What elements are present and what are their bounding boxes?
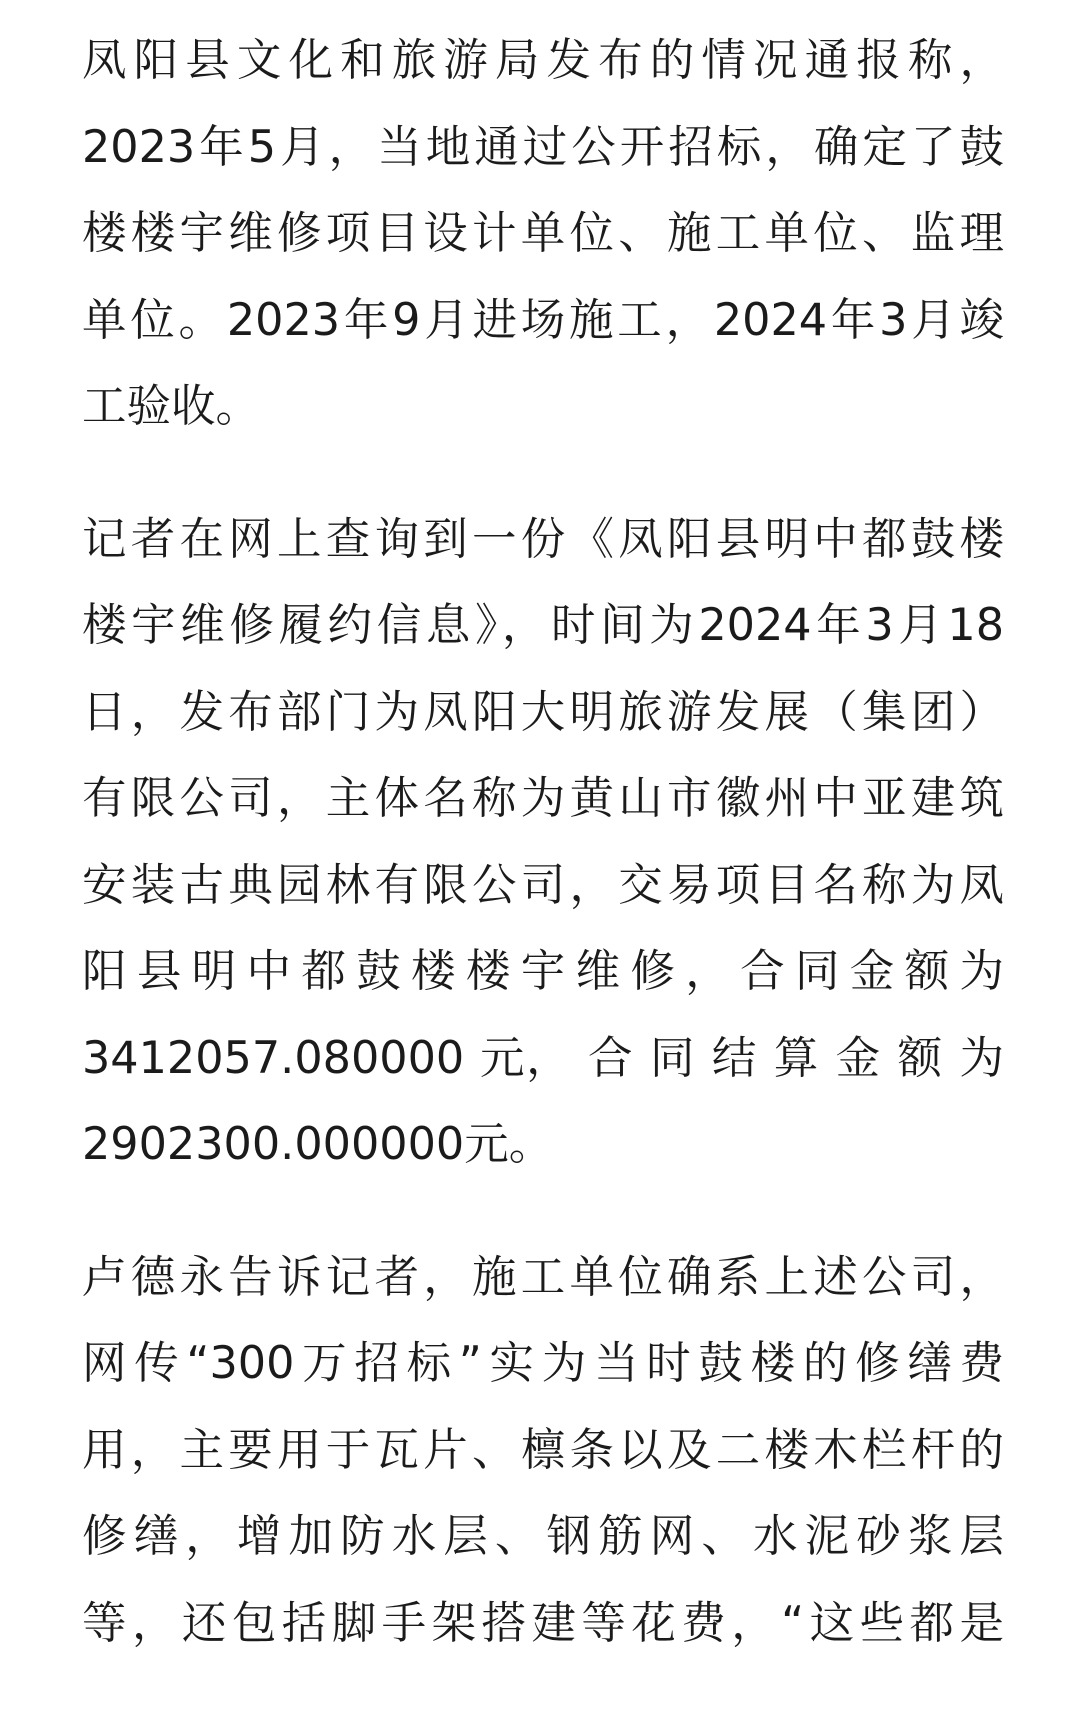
text-line: 阳县明中都鼓楼楼宇维修，合同金额为 xyxy=(82,946,1004,997)
text-line: 2023年5月，当地通过公开招标，确定了鼓 xyxy=(82,121,1004,173)
text-line: 楼楼宇维修项目设计单位、施工单位、监理 xyxy=(82,208,1004,259)
paragraph-interview xyxy=(82,1235,1004,1668)
text-line: 工验收。 xyxy=(82,381,261,432)
text-line: 网传“300万招标”实为当时鼓楼的修缮费 xyxy=(82,1338,1004,1389)
text-line: 记者在网上查询到一份《凤阳县明中都鼓楼 xyxy=(82,513,1004,565)
paragraph-contract-info xyxy=(82,497,1004,1189)
text-line: 3412057.080000 元， 合 同 结 算 金 额 为 xyxy=(82,1032,1004,1084)
paragraph-announcement xyxy=(82,18,1004,451)
text-line: 楼宇维修履约信息》，时间为2024年3月18 xyxy=(82,600,1004,651)
article-body xyxy=(82,18,1004,1713)
text-line: 凤阳县文化和旅游局发布的情况通报称， xyxy=(82,35,1004,86)
text-line: 日，发布部门为凤阳大明旅游发展（集团） xyxy=(82,686,1004,738)
text-line: 有限公司，主体名称为黄山市徽州中亚建筑 xyxy=(82,773,1004,824)
text-line: 单位。2023年9月进场施工，2024年3月竣 xyxy=(82,294,1004,346)
text-line: 等，还包括脚手架搭建等花费，“这些都是 xyxy=(82,1597,1004,1649)
text-line: 安装古典园林有限公司，交易项目名称为凤 xyxy=(82,859,1004,911)
text-line: 卢德永告诉记者，施工单位确系上述公司， xyxy=(82,1251,1004,1303)
text-line: 修缮，增加防水层、钢筋网、水泥砂浆层 xyxy=(82,1511,1004,1562)
text-line: 用，主要用于瓦片、檩条以及二楼木栏杆的 xyxy=(82,1424,1004,1476)
text-line: 2902300.000000元。 xyxy=(82,1119,554,1170)
